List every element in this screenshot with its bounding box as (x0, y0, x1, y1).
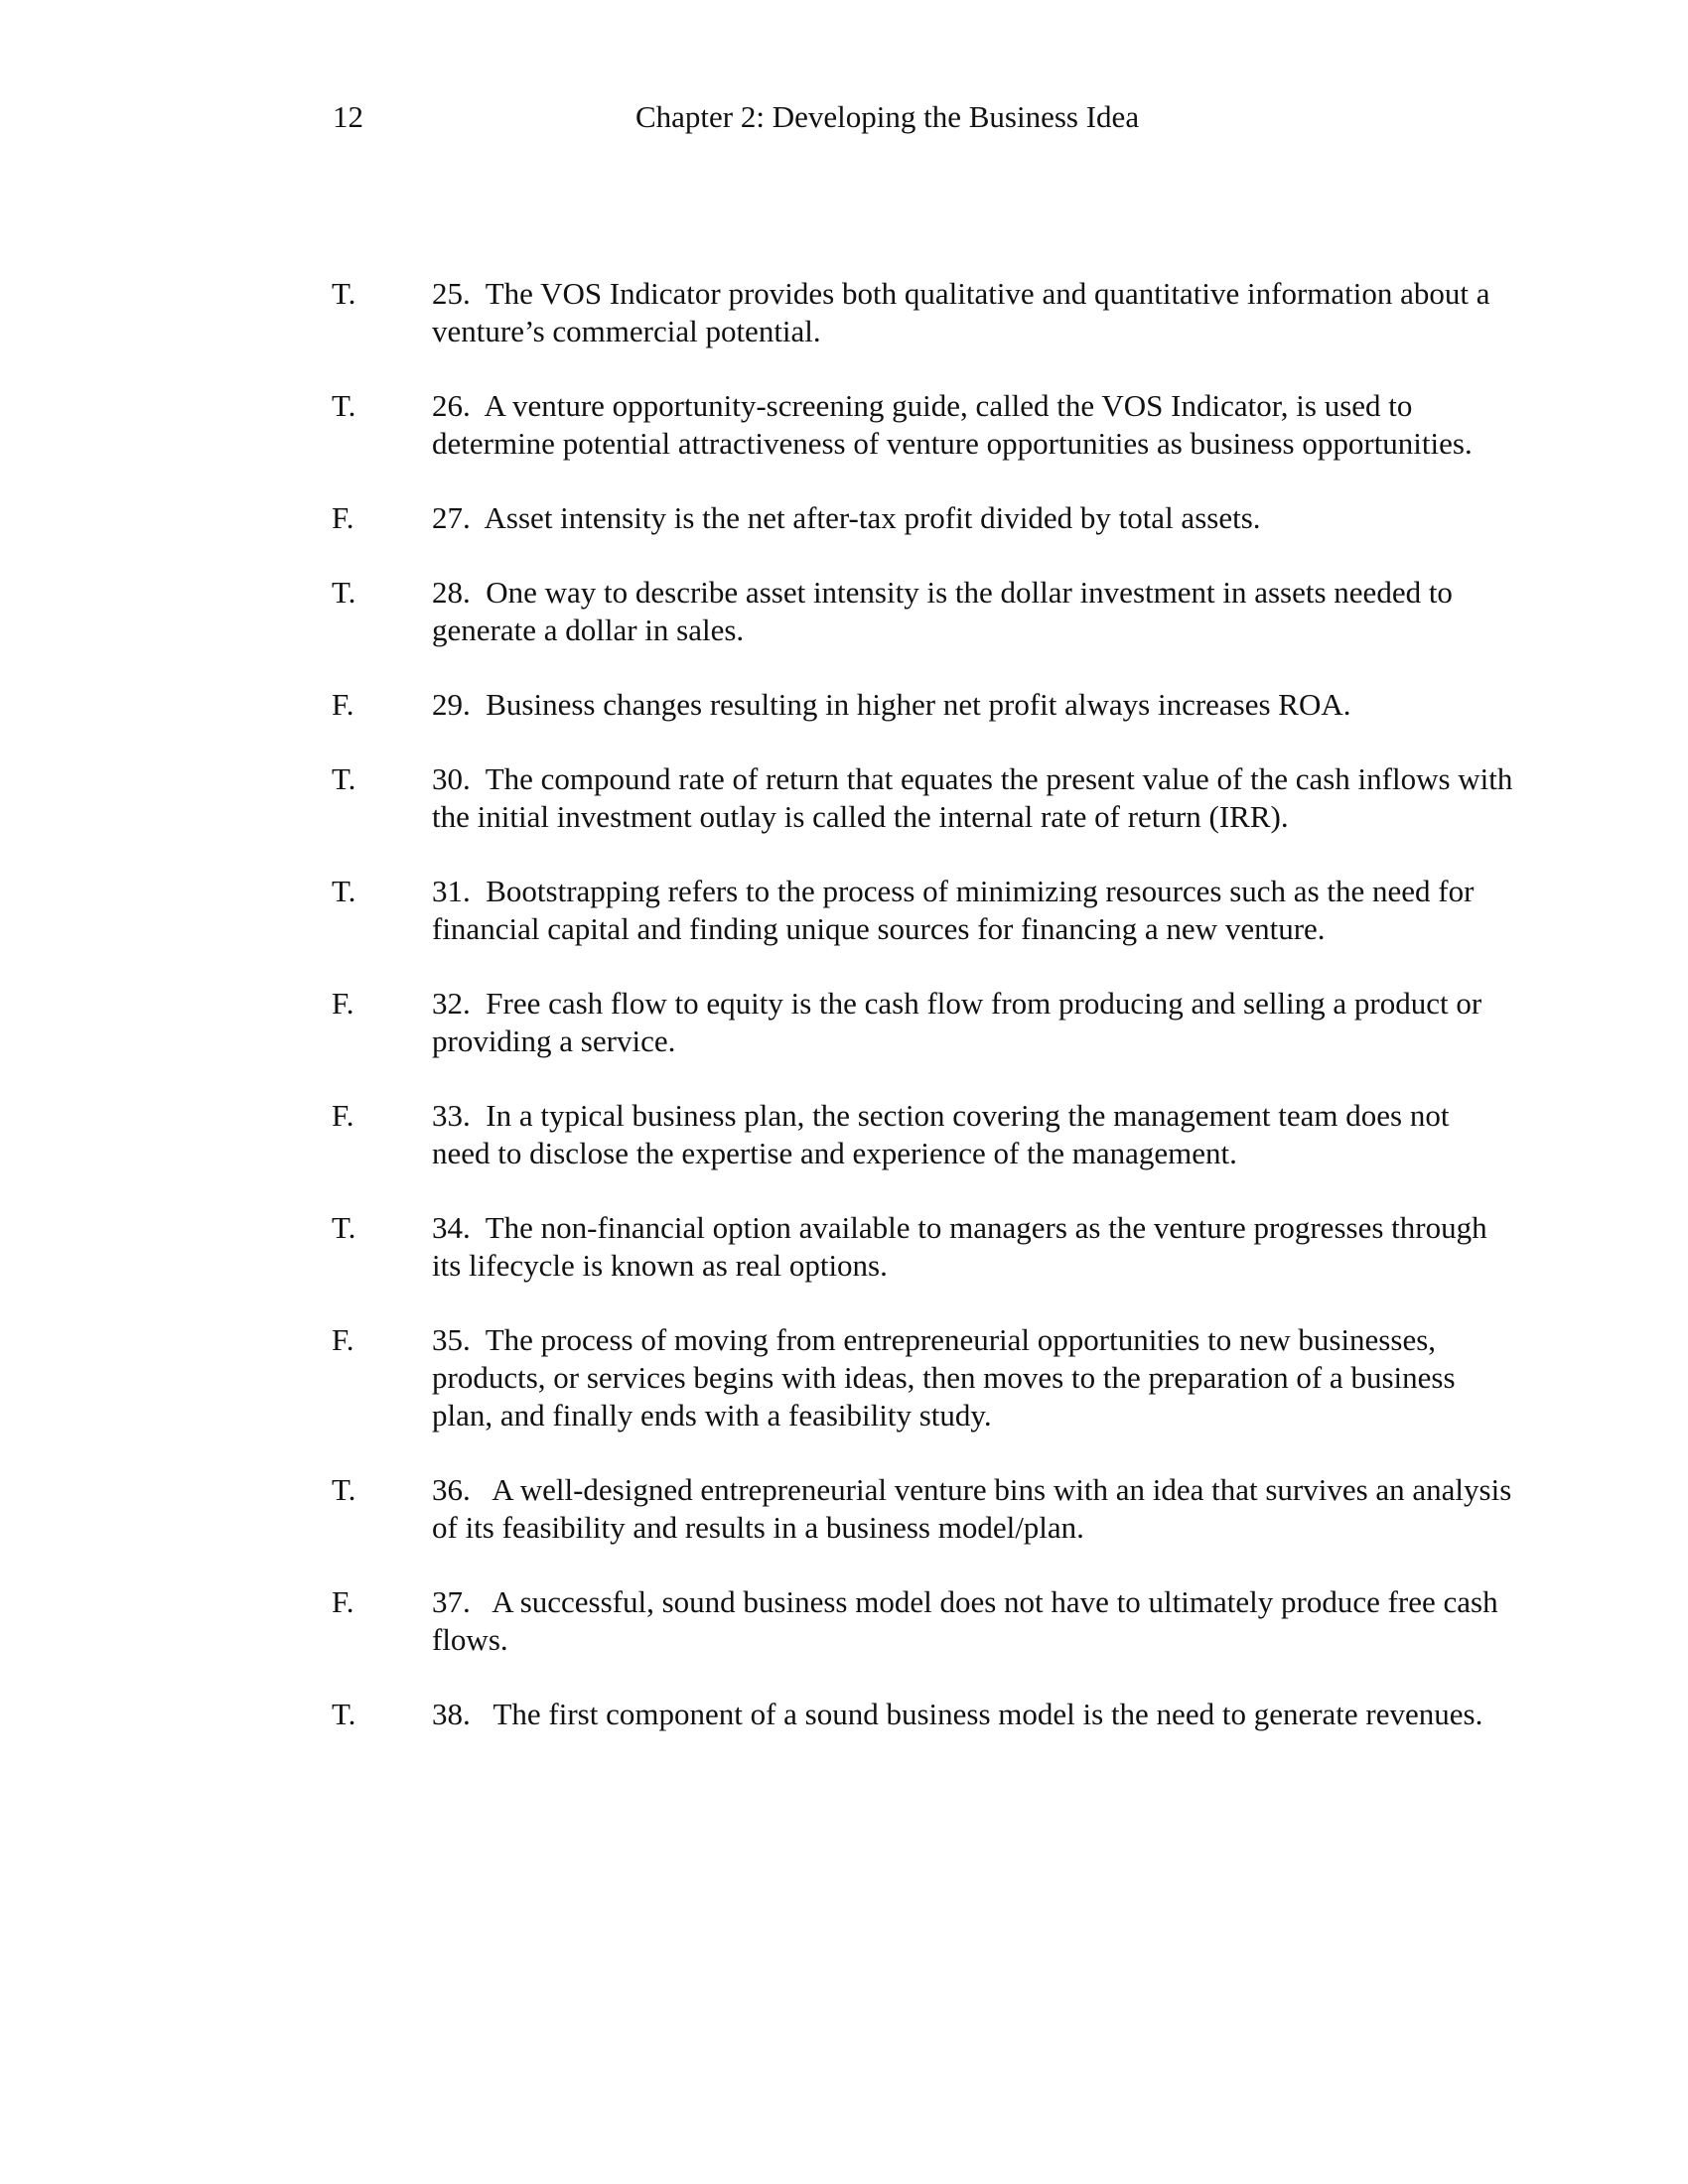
answer-key: F. (332, 500, 354, 535)
question-statement: 32. Free cash flow to equity is the cash flow from producing and selling a product or providing a service. (432, 986, 1489, 1058)
question-statement: 37. A successful, sound business model does not have to ultimately produce free cash flows. (432, 1584, 1506, 1657)
answer-key: T. (332, 1472, 356, 1507)
question-statement: 35. The process of moving from entrepreneurial opportunities to new businesses, products, or services begins with ideas, then moves to the preparation of a business plan, and finally ends with a feasibility study. (432, 1322, 1464, 1433)
question-31 (332, 873, 1513, 948)
answer-key: F. (332, 1584, 354, 1619)
question-36 (332, 1471, 1520, 1547)
answer-key: F. (332, 1322, 354, 1357)
question-statement: 25. The VOS Indicator provides both qualitative and quantitative information about a venture’s commercial potential. (432, 276, 1498, 348)
question-statement: 26. A venture opportunity-screening guide, called the VOS Indicator, is used to determine potential attractiveness of venture opportunities as business opportunities. (432, 388, 1473, 461)
answer-key: T. (332, 1210, 356, 1245)
question-26 (332, 387, 1513, 463)
question-statement: 30. The compound rate of return that equates the present value of the cash inflows with the initial investment outlay is called the internal rate of return (IRR). (432, 761, 1521, 834)
question-29 (332, 686, 1513, 724)
question-statement: 36. A well-designed entrepreneurial venture bins with an idea that survives an analysis of its feasibility and results in a business model/plan. (432, 1472, 1520, 1545)
answer-key: T. (332, 1697, 356, 1731)
question-statement: 29. Business changes resulting in higher net profit always increases ROA. (432, 687, 1351, 722)
page-number: 12 (333, 99, 363, 134)
question-statement: 34. The non-financial option available to managers as the venture progresses through its lifecycle is known as real options. (432, 1210, 1495, 1283)
answer-key: T. (332, 761, 356, 796)
answer-key: T. (332, 276, 356, 311)
answer-key: T. (332, 388, 356, 423)
question-statement: 31. Bootstrapping refers to the process of minimizing resources such as the need for financial capital and finding unique sources for financing a new venture. (432, 874, 1482, 946)
question-33 (332, 1097, 1513, 1172)
question-list (332, 275, 1521, 1770)
question-32 (332, 985, 1513, 1060)
answer-key: F. (332, 1098, 354, 1133)
question-34 (332, 1209, 1513, 1285)
answer-key: T. (332, 575, 356, 610)
chapter-header: Chapter 2: Developing the Business Idea (635, 99, 1140, 134)
question-statement: 38. The first component of a sound business model is the need to generate revenues. (432, 1697, 1483, 1731)
question-38 (332, 1696, 1513, 1733)
question-35 (332, 1321, 1513, 1434)
question-30 (332, 760, 1521, 836)
question-statement: 33. In a typical business plan, the section covering the management team does not need to disclose the expertise and experience of the management. (432, 1098, 1458, 1170)
question-statement: 27. Asset intensity is the net after-tax profit divided by total assets. (432, 500, 1261, 535)
question-37 (332, 1583, 1513, 1659)
question-statement: 28. One way to describe asset intensity is the dollar investment in assets needed to generate a dollar in sales. (432, 575, 1461, 647)
question-27 (332, 499, 1513, 537)
question-25 (332, 275, 1513, 350)
answer-key: F. (332, 687, 354, 722)
answer-key: F. (332, 986, 354, 1021)
answer-key: T. (332, 874, 356, 908)
question-28 (332, 574, 1513, 649)
